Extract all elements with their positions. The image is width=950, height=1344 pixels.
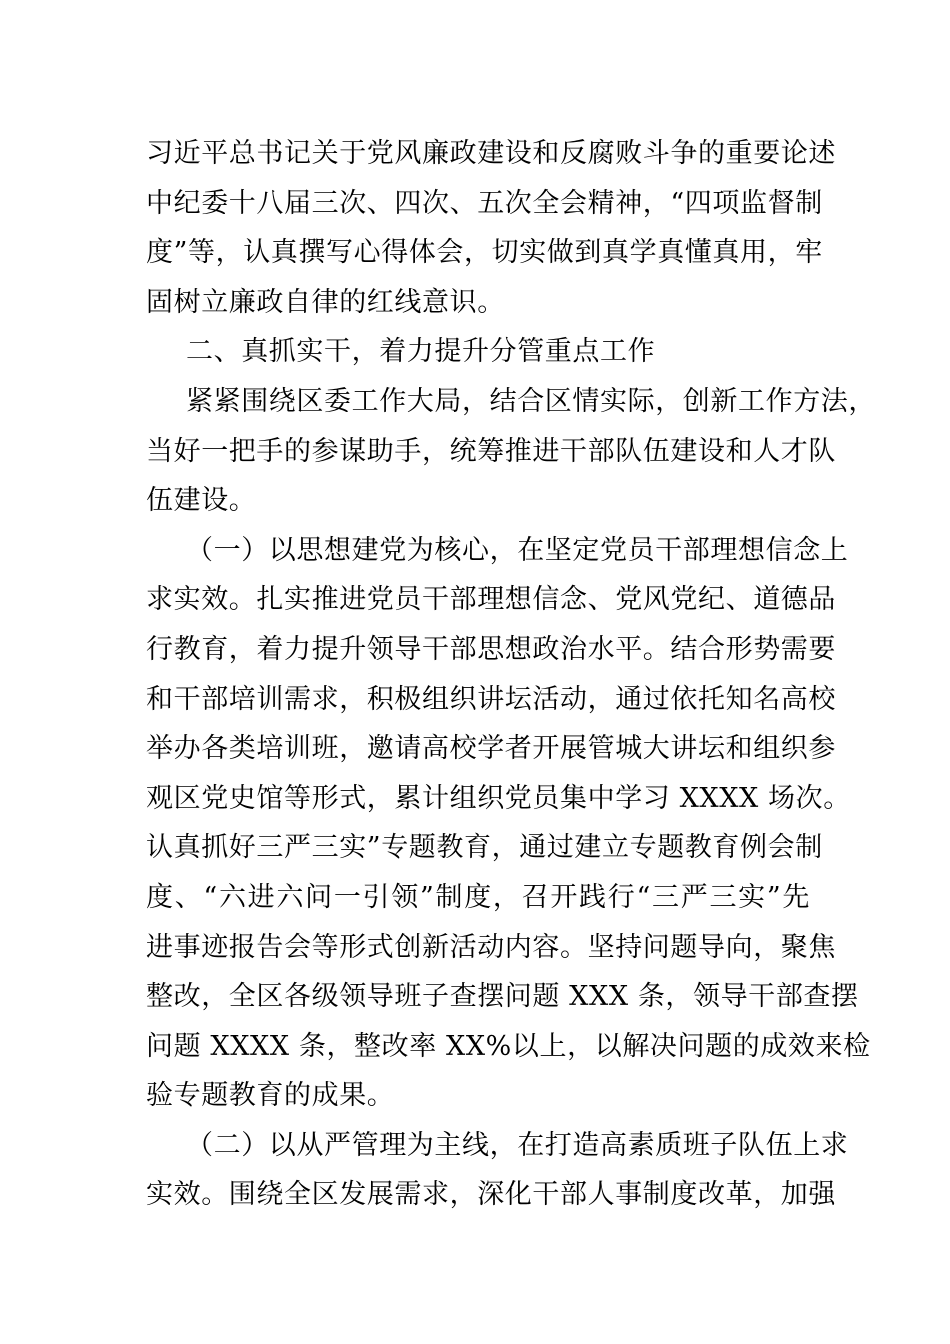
- text-line: 实效。围绕全区发展需求，深化干部人事制度改革，加强: [146, 1179, 836, 1211]
- text-line: 和干部培训需求，积极组织讲坛活动，通过依托知名高校: [146, 683, 836, 715]
- text-line: 行教育，着力提升领导干部思想政治水平。结合形势需要: [146, 633, 836, 665]
- text-line: 观区党史馆等形式，累计组织党员集中学习 XXXX 场次。: [146, 782, 851, 814]
- text-line: 度、“六进六问一引领”制度，召开践行“三严三实”先: [146, 881, 810, 913]
- body-text: [146, 129, 876, 1220]
- section-heading: 二、真抓实干，着力提升分管重点工作: [186, 336, 656, 368]
- text-line: 求实效。扎实推进党员干部理想信念、党风党纪、道德品: [146, 584, 836, 616]
- text-line: 伍建设。: [146, 485, 257, 517]
- text-line: （二）以从严管理为主线，在打造高素质班子队伍上求: [186, 1129, 849, 1161]
- text-line: 习近平总书记关于党风廉政建设和反腐败斗争的重要论述: [146, 138, 836, 169]
- text-line: 验专题教育的成果。: [146, 1080, 395, 1112]
- text-line: 认真抓好三严三实”专题教育，通过建立专题教育例会制: [146, 832, 823, 864]
- text-line: 固树立廉政自律的红线意识。: [146, 286, 505, 318]
- text-line: 整改，全区各级领导班子查摆问题 XXX 条，领导干部查摆: [146, 981, 859, 1013]
- text-line: （一）以思想建党为核心，在坚定党员干部理想信念上: [186, 534, 849, 566]
- text-line: 度”等，认真撰写心得体会，切实做到真学真懂真用，牢: [146, 237, 823, 269]
- text-line: 当好一把手的参谋助手，统筹推进干部队伍建设和人才队: [146, 435, 836, 467]
- text-line: 举办各类培训班，邀请高校学者开展管城大讲坛和组织参: [146, 733, 836, 765]
- text-line: 进事迹报告会等形式创新活动内容。坚持问题导向，聚焦: [146, 931, 836, 963]
- text-line: 问题 XXXX 条，整改率 XX%以上，以解决问题的成效来检: [146, 1030, 871, 1062]
- text-line: 紧紧围绕区委工作大局，结合区情实际，创新工作方法，: [186, 385, 876, 417]
- text-line: 中纪委十八届三次、四次、五次全会精神，“四项监督制: [146, 187, 823, 219]
